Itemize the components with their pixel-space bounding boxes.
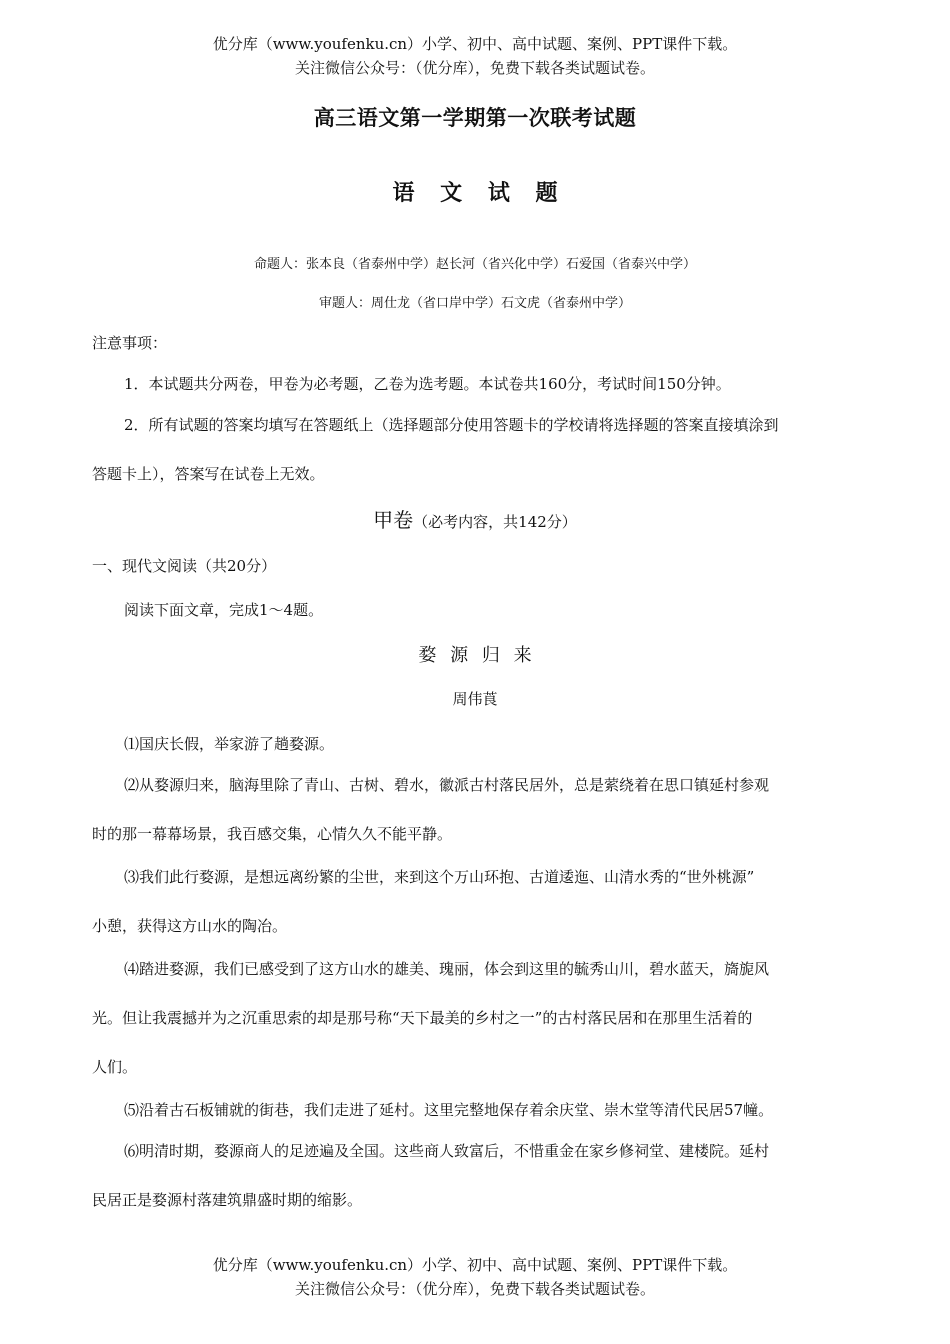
- article-paragraph-2-line-2: 时的那一幕幕场景，我百感交集，心情久久不能平静。: [92, 825, 453, 843]
- notice-heading: 注意事项：: [92, 334, 168, 352]
- header-line-2: 关注微信公众号：（优分库），免费下载各类试题试卷。: [294, 59, 655, 77]
- section-jia-heading: [0, 504, 950, 533]
- article-paragraph-5: ⑸沿着古石板铺就的街巷，我们走进了延村。这里完整地保存着余庆堂、崇木堂等清代民居57幢。: [124, 1101, 774, 1119]
- article-paragraph-3-line-2: 小憩，获得这方山水的陶冶。: [92, 917, 288, 935]
- article-title: 婺 源 归 来: [418, 645, 532, 666]
- article-paragraph-4-line-1: ⑷踏进婺源，我们已感受到了这方山水的雄美、瑰丽，体会到这里的毓秀山川，碧水蓝天，旖旎风: [124, 960, 770, 978]
- section-jia-title: 甲卷: [373, 508, 414, 532]
- article-paragraph-4-line-2: 光。但让我震撼并为之沉重思索的却是那号称“天下最美的乡村之一”的古村落民居和在那里生活着的: [92, 1009, 753, 1027]
- part-1-heading: 一、现代文阅读（共20分）: [92, 557, 277, 575]
- notice-item-2-line-2: 答题卡上），答案写在试卷上无效。: [92, 465, 325, 483]
- notice-item-2-line-1: 2．所有试题的答案均填写在答题纸上（选择题部分使用答题卡的学校请将选择题的答案直接填涂到: [124, 416, 779, 434]
- footer-line-2: 关注微信公众号：（优分库），免费下载各类试题试卷。: [294, 1280, 655, 1298]
- article-paragraph-1: ⑴国庆长假，举家游了趟婺源。: [124, 735, 335, 753]
- article-paragraph-6-line-1: ⑹明清时期，婺源商人的足迹遍及全国。这些商人致富后，不惜重金在家乡修祠堂、建楼院。延村: [124, 1142, 770, 1160]
- article-paragraph-4-line-3: 人们。: [92, 1058, 138, 1076]
- header-line-1: 优分库（www.youfenku.cn）小学、初中、高中试题、案例、PPT课件下载。: [212, 35, 738, 53]
- reading-instruction: 阅读下面文章，完成1～4题。: [124, 601, 324, 619]
- article-paragraph-3-line-1: ⑶我们此行婺源，是想远离纷繁的尘世，来到这个万山环抱、古道逶迤、山清水秀的“世外桃源”: [124, 868, 755, 886]
- section-jia-note: （必考内容，共142分）: [413, 513, 577, 531]
- article-paragraph-6-line-2: 民居正是婺源村落建筑鼎盛时期的缩影。: [92, 1191, 363, 1209]
- exam-subtitle: 语 文 试 题: [392, 181, 558, 206]
- article-author: 周伟莨: [452, 690, 498, 708]
- article-paragraph-2-line-1: ⑵从婺源归来，脑海里除了青山、古树、碧水，徽派古村落民居外，总是萦绕着在思口镇延村参观: [124, 776, 770, 794]
- exam-title: 高三语文第一学期第一次联考试题: [313, 106, 637, 130]
- authors-line: 命题人：张本良（省泰州中学）赵长河（省兴化中学）石爱国（省泰兴中学）: [253, 257, 696, 272]
- notice-item-1: 1．本试题共分两卷，甲卷为必考题，乙卷为选考题。本试卷共160分，考试时间150分钟。: [124, 375, 731, 393]
- footer-line-1: 优分库（www.youfenku.cn）小学、初中、高中试题、案例、PPT课件下载。: [212, 1256, 738, 1274]
- reviewers-line: 审题人：周仕龙（省口岸中学）石文虎（省泰州中学）: [318, 296, 631, 311]
